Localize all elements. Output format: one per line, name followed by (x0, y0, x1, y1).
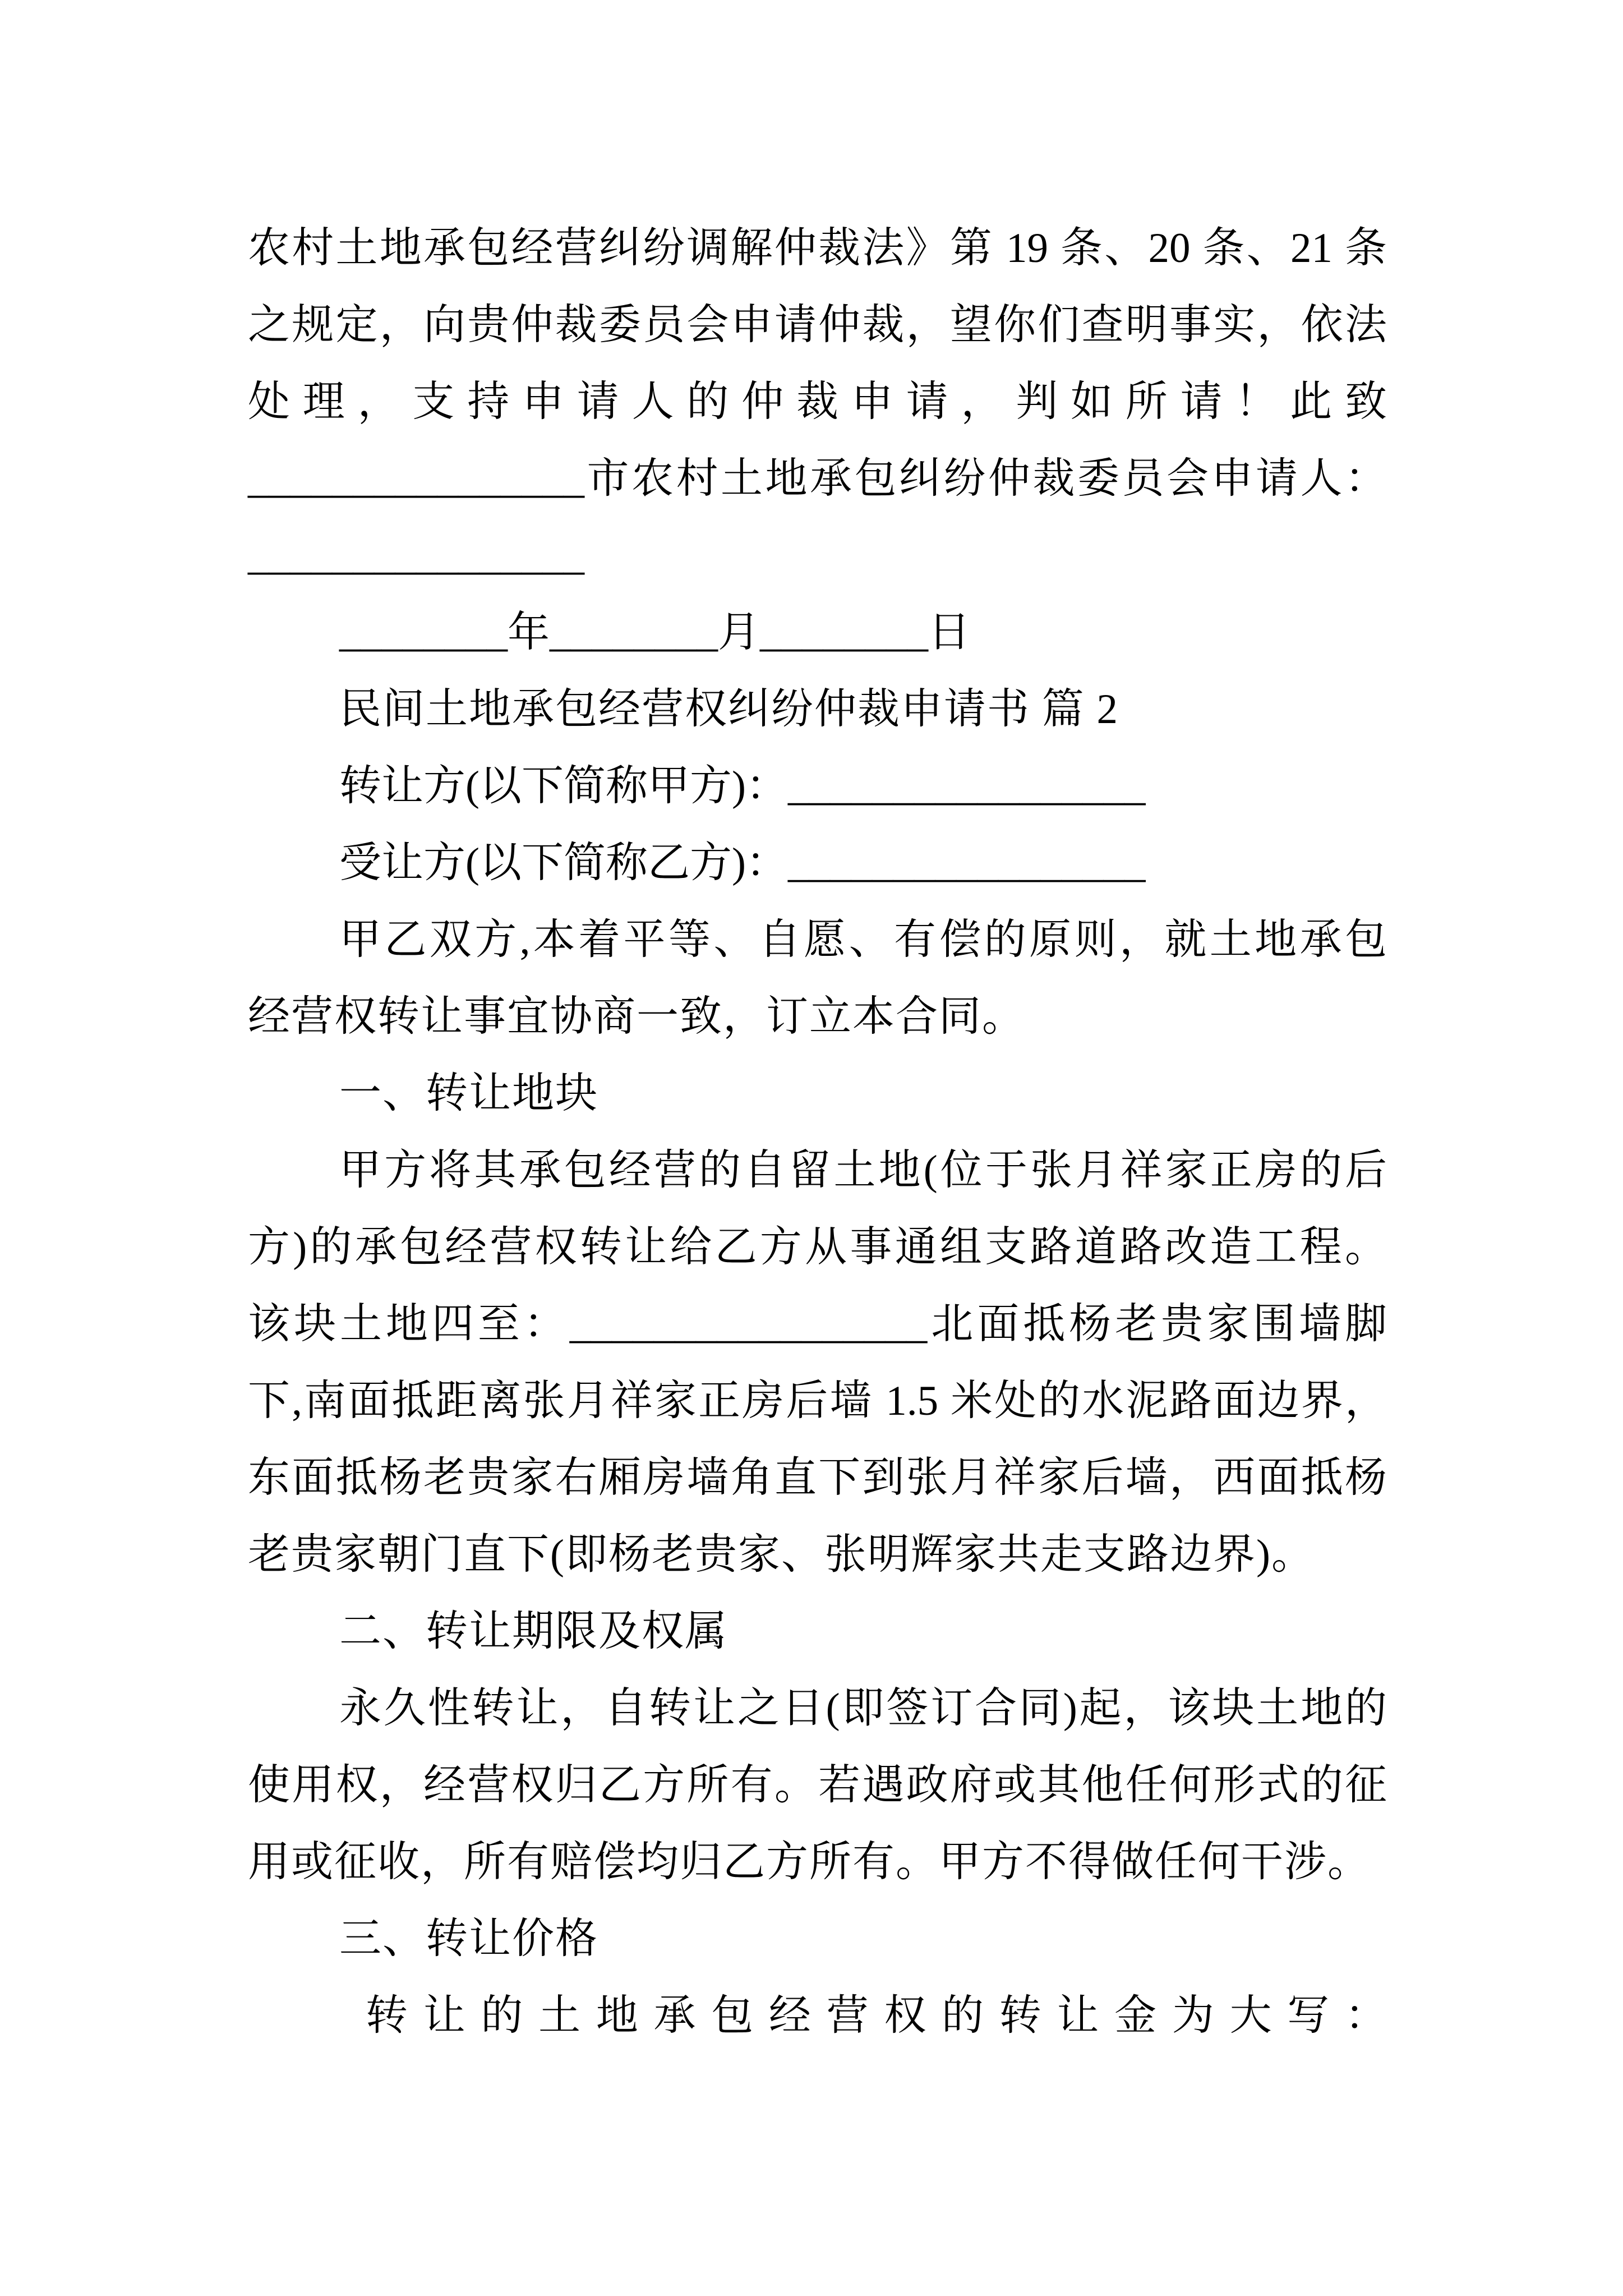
document-body (248, 210, 1387, 2054)
section-text-line: 方)的承包经营权转让给乙方从事通组支路道路改造工程。 (248, 1224, 1387, 1271)
section-text-line: 转让的土地承包经营权的转让金为大写： (366, 1993, 1387, 2039)
preamble-line: 经营权转让事宜协商一致，订立本合同。 (248, 993, 1026, 1040)
transferee-line: 受让方(以下简称乙方)：_________________ (339, 840, 1146, 886)
petition-text-line: 农村土地承包经营纠纷调解仲裁法》第 19 条、20 条、21 条 (248, 225, 1387, 272)
section-text-line: 下,南面抵距离张月祥家正房后墙 1.5 米处的水泥路面边界， (248, 1378, 1387, 1424)
transferor-line: 转让方(以下简称甲方)：_________________ (339, 763, 1146, 809)
section-text-line: 老贵家朝门直下(即杨老贵家、张明辉家共走支路边界)。 (248, 1531, 1315, 1578)
preamble-line: 甲乙双方,本着平等、自愿、有偿的原则，就土地承包 (339, 917, 1387, 963)
section-text-line: 东面抵杨老贵家右厢房墙角直下到张月祥家后墙，西面抵杨 (248, 1455, 1387, 1501)
section-text-line: 使用权，经营权归乙方所有。若遇政府或其他任何形式的征 (248, 1762, 1387, 1809)
section-text-line: 永久性转让，自转让之日(即签订合同)起，该块土地的 (339, 1685, 1387, 1732)
contract-title: 民间土地承包经营权纠纷仲裁申请书 篇 2 (339, 686, 1119, 733)
recipient-line: ________________市农村土地承包纠纷仲裁委员会申请人： (248, 455, 1387, 502)
petition-text-line: 之规定，向贵仲裁委员会申请仲裁，望你们查明事实，依法 (248, 302, 1387, 348)
section-heading: 三、转让价格 (339, 1916, 599, 1962)
applicant-signature-blank: ________________ (248, 532, 584, 579)
section-text-line: 该块土地四至：_________________北面抵杨老贵家围墙脚 (248, 1301, 1387, 1347)
date-line: ________年________月________日 (339, 609, 971, 656)
section-text-line: 甲方将其承包经营的自留土地(位于张月祥家正房的后 (339, 1147, 1387, 1194)
section-heading: 一、转让地块 (339, 1070, 599, 1117)
section-heading: 二、转让期限及权属 (339, 1608, 728, 1655)
petition-text-line: 处理，支持申请人的仲裁申请，判如所请！此致 (248, 379, 1387, 425)
section-text-line: 用或征收，所有赔偿均归乙方所有。甲方不得做任何干涉。 (248, 1839, 1371, 1885)
